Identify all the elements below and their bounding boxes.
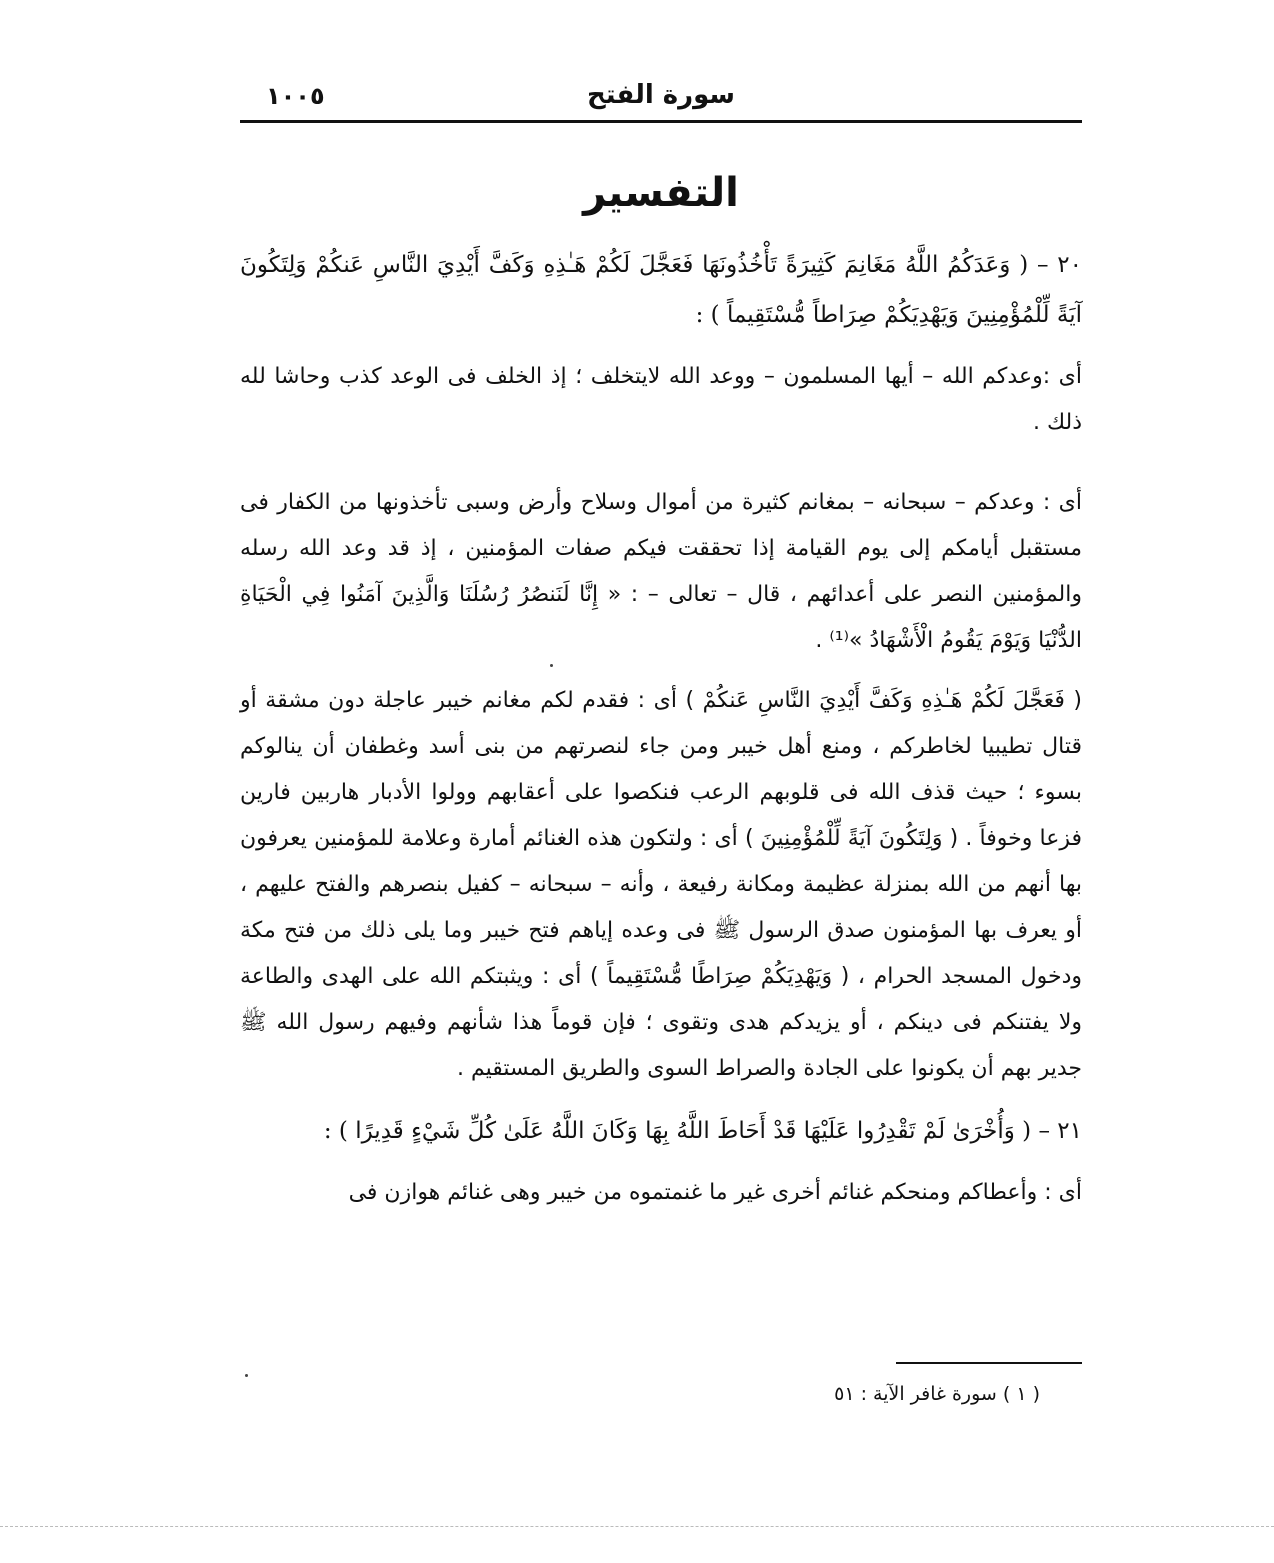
running-title: سورة الفتح — [587, 80, 735, 110]
print-speck — [245, 1374, 248, 1377]
section-title: التفسير — [583, 170, 739, 216]
footnote-rule — [896, 1362, 1082, 1364]
body-text — [240, 240, 1082, 1230]
scan-edge — [0, 1526, 1274, 1527]
paragraph-gap — [240, 460, 1082, 480]
page-number: ١٠٠٥ — [266, 82, 325, 110]
print-speck — [550, 664, 553, 667]
verse-20: ٢٠ – ( وَعَدَكُمُ اللَّهُ مَغَانِمَ كَثِيرَةً تَأْخُذُونَهَا فَعَجَّلَ لَكُمْ هَـٰذِهِ وَكَفَّ أَيْدِيَ النَّاسِ عَنكُمْ وَلِتَكُونَ آيَةً لِّلْمُؤْمِنِينَ وَيَهْدِيَكُمْ صِرَاطاً مُّسْتَقِيماً ) : — [240, 252, 1082, 328]
header-rule — [240, 120, 1082, 123]
paragraph-4: أى : وأعطاكم ومنحكم غنائم أخرى غير ما غنمتموه من خيبر وهى غنائم هوازن فى — [348, 1180, 1082, 1205]
paragraph-1: أى :وعدكم الله – أيها المسلمون – ووعد الله لايتخلف ؛ إذ الخلف فى الوعد كذب وحاشا لله ذلك . — [240, 364, 1082, 435]
paragraph-2: أى : وعدكم – سبحانه – بمغانم كثيرة من أموال وسلاح وأرض وسبى تأخذونها من الكفار فى مستقبل أيامكم إلى يوم القيامة إذا تحققت فيكم صفات المؤمنين ، إذ قد وعد الله رسله والمؤمنين النصر على أعدائهم ، قال – تعالى – : « إِنَّا لَنَنصُرُ رُسُلَنَا وَالَّذِينَ آمَنُوا فِي الْحَيَاةِ الدُّنْيَا وَيَوْمَ يَقُومُ الْأَشْهَادُ »⁽¹⁾ . — [240, 490, 1082, 653]
verse-21: ٢١ – ( وَأُخْرَىٰ لَمْ تَقْدِرُوا عَلَيْهَا قَدْ أَحَاطَ اللَّهُ بِهَا وَكَانَ اللَّهُ عَلَىٰ كُلِّ شَيْءٍ قَدِيرًا ) : — [323, 1118, 1082, 1144]
page-header — [240, 80, 1082, 116]
footnote: ( ١ ) سورة غافر الآية : ٥١ — [834, 1383, 1040, 1405]
paragraph-3: ( فَعَجَّلَ لَكُمْ هَـٰذِهِ وَكَفَّ أَيْدِيَ النَّاسِ عَنكُمْ ) أى : فقدم لكم مغانم خيبر عاجلة دون مشقة أو قتال تطيبيا لخاطركم ، ومنع أهل خيبر ومن جاء لنصرتهم من بنى أسد وغطفان أن ينالوكم بسوء ؛ حيث قذف الله فى قلوبهم الرعب فنكصوا على أعقابهم وولوا الأدبار هاربين فارين فزعا وخوفاً . ( وَلِتَكُونَ آيَةً لِّلْمُؤْمِنِينَ ) أى : ولتكون هذه الغنائم أمارة وعلامة للمؤمنين يعرفون بها أنهم من الله بمنزلة عظيمة ومكانة رفيعة ، وأنه – سبحانه – كفيل بنصرهم والفتح عليهم ، أو يعرف بها المؤمنون صدق الرسول ﷺ فى وعده إياهم فتح خيبر وما يلى ذلك من فتح مكة ودخول المسجد الحرام ، ( وَيَهْدِيَكُمْ صِرَاطًا مُّسْتَقِيماً ) أى : ويثبتكم الله على الهدى والطاعة ولا يفتنكم فى دينكم ، أو يزيدكم هدى وتقوى ؛ فإن قوماً هذا شأنهم وفيهم رسول الله ﷺ جدير بهم أن يكونوا على الجادة والصراط السوى والطريق المستقيم . — [240, 688, 1082, 1081]
